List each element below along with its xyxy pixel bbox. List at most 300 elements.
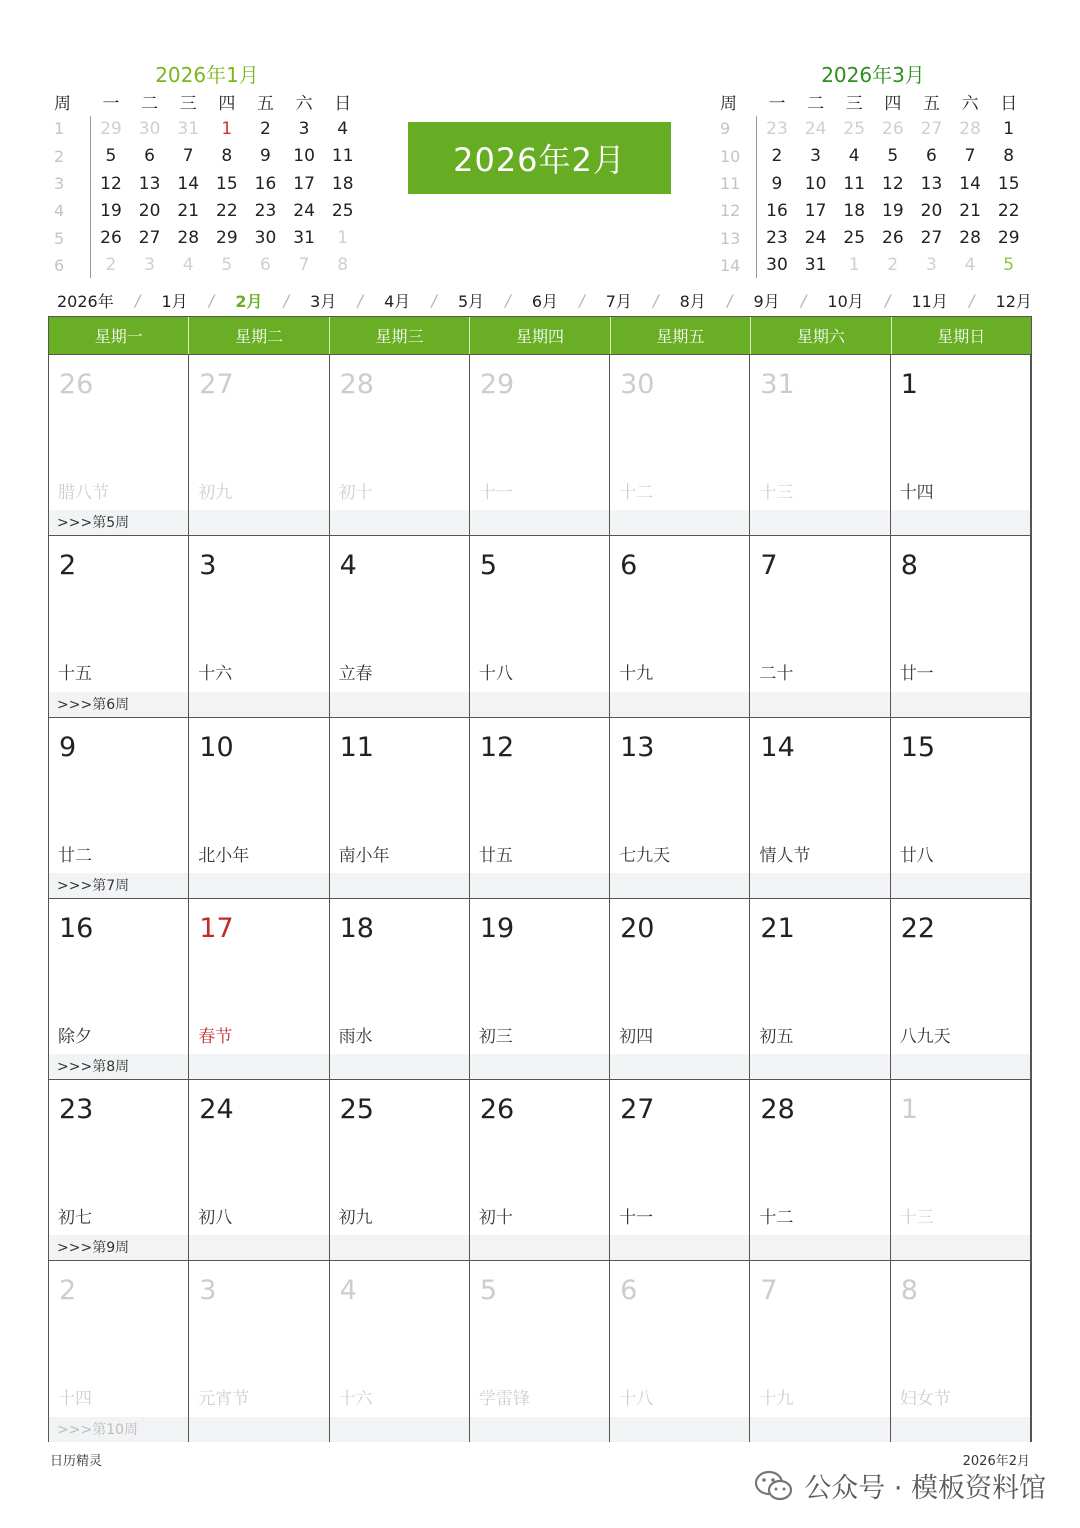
- mini-day: 30: [138, 118, 161, 139]
- mini-day: 20: [920, 200, 943, 221]
- lunar-date: 初三: [478, 1026, 513, 1047]
- weekday-header: [49, 317, 1031, 354]
- month-link-4[interactable]: 4月: [384, 291, 411, 311]
- day-number: 14: [760, 731, 795, 763]
- weekday-header-cell: 星期二: [189, 317, 329, 354]
- cell-footer-strip: [330, 692, 469, 717]
- mini-day: 24: [804, 228, 827, 249]
- mini-day: 15: [997, 173, 1020, 194]
- cell-footer-strip: [470, 873, 609, 898]
- lunar-date: 除夕: [58, 1026, 92, 1047]
- lunar-date: 初九: [198, 483, 233, 503]
- lunar-date: 初四: [619, 1026, 654, 1047]
- day-cell[interactable]: [891, 1080, 1031, 1260]
- day-cell[interactable]: [610, 1080, 750, 1260]
- day-cell[interactable]: [49, 1261, 189, 1441]
- mini-day: 2: [771, 146, 783, 167]
- day-cell[interactable]: [330, 355, 470, 535]
- mini-week-row: [52, 224, 362, 251]
- lunar-date: 十九: [619, 664, 654, 685]
- weekday-label: 三: [179, 94, 197, 115]
- nav-separator: /: [134, 290, 141, 310]
- mini-day: 27: [138, 228, 161, 249]
- week-number: 13: [720, 228, 741, 248]
- day-cell[interactable]: [49, 1080, 189, 1260]
- day-cell[interactable]: [189, 1261, 329, 1441]
- mini-day: 18: [331, 173, 354, 194]
- mini-day: 1: [848, 255, 860, 276]
- mini-day: 1: [1003, 118, 1015, 139]
- mini-day: 19: [100, 200, 122, 221]
- day-number: 10: [199, 731, 234, 763]
- mini-day: 6: [260, 255, 271, 276]
- lunar-date: 初九: [338, 1208, 373, 1229]
- mini-day: 5: [105, 146, 117, 167]
- mini-day: 6: [144, 146, 155, 167]
- lunar-date: 十八: [478, 664, 513, 685]
- cell-footer-strip: [750, 873, 889, 898]
- mini-day: 8: [337, 255, 349, 276]
- weekday-header-cell: 星期日: [937, 327, 986, 346]
- mini-day: 31: [293, 228, 315, 249]
- day-cell[interactable]: [330, 536, 470, 716]
- calendar-body: [49, 354, 1031, 1442]
- wechat-icon: [754, 1470, 794, 1502]
- day-number: 5: [479, 1275, 498, 1307]
- day-number: 5: [479, 550, 498, 582]
- weekday-label: 二: [141, 94, 159, 115]
- lunar-date: 十三: [899, 1208, 934, 1229]
- mini-day: 29: [997, 228, 1020, 249]
- day-cell[interactable]: [189, 536, 329, 716]
- mini-week-row: [52, 197, 362, 224]
- mini-day: 1: [221, 118, 233, 139]
- weekday-label: 一: [102, 94, 120, 115]
- mini-day: 12: [882, 173, 904, 194]
- mini-day: 14: [177, 173, 200, 194]
- cell-footer-strip: [470, 510, 609, 535]
- day-cell[interactable]: [330, 718, 470, 898]
- mini-day: 13: [920, 173, 943, 194]
- day-number: 21: [760, 912, 795, 944]
- day-number: 1: [900, 369, 918, 400]
- mini-day: 8: [1003, 146, 1015, 167]
- day-number: 19: [479, 912, 515, 944]
- month-link-2[interactable]: 2月: [235, 291, 263, 311]
- mini-day: 31: [177, 118, 200, 139]
- lunar-date: 十九: [759, 1389, 794, 1410]
- day-number: 26: [59, 369, 94, 400]
- mini-day: 6: [926, 146, 937, 167]
- month-link-9[interactable]: 9月: [753, 291, 780, 311]
- weekday-label: 六: [961, 94, 979, 115]
- day-number: 24: [199, 1094, 234, 1126]
- mini-day: 7: [298, 255, 310, 276]
- day-number: 22: [900, 912, 936, 944]
- mini-day: 4: [337, 118, 349, 139]
- mini-calendar-grid: [52, 88, 362, 279]
- divider: [90, 116, 91, 278]
- day-cell[interactable]: [189, 1080, 329, 1260]
- day-number: 18: [339, 912, 374, 944]
- cell-footer-strip: [610, 1054, 749, 1079]
- mini-weekday-row: [52, 88, 362, 115]
- week-number: 5: [54, 228, 65, 248]
- mini-week-row: [718, 224, 1028, 251]
- day-cell[interactable]: [189, 355, 329, 535]
- lunar-date: 初五: [759, 1026, 794, 1047]
- day-cell[interactable]: [610, 1261, 750, 1441]
- lunar-date: 春节: [198, 1026, 233, 1047]
- weekday-header-cell: 星期四: [470, 317, 610, 354]
- day-cell[interactable]: [49, 536, 189, 716]
- mini-week-row: [52, 170, 362, 197]
- day-number: 16: [59, 912, 94, 944]
- week-label: >>>第6周: [57, 696, 130, 713]
- month-link-12[interactable]: 12月: [995, 291, 1032, 311]
- mini-week-row: [718, 115, 1028, 142]
- lunar-date: 八九天: [899, 1026, 951, 1047]
- lunar-date: 雨水: [338, 1026, 373, 1047]
- lunar-date: 初十: [478, 1208, 513, 1229]
- mini-day: 26: [882, 118, 904, 139]
- cell-footer-strip: [891, 873, 1030, 898]
- mini-day: 11: [331, 146, 354, 167]
- mini-day: 22: [997, 200, 1020, 221]
- cell-footer-strip: [189, 873, 328, 898]
- lunar-date: 学雷锋: [478, 1389, 530, 1410]
- mini-day: 2: [260, 118, 271, 139]
- day-number: 6: [620, 550, 638, 582]
- day-cell[interactable]: [330, 899, 470, 1079]
- cell-footer-strip: [189, 1235, 328, 1260]
- mini-day: 26: [882, 228, 904, 249]
- week-label: >>>第7周: [57, 877, 130, 894]
- mini-day: 3: [926, 255, 937, 276]
- week-number-header: 周: [720, 94, 737, 115]
- mini-day: 3: [298, 118, 310, 139]
- week-number: 4: [54, 201, 65, 221]
- weekday-label: 五: [922, 94, 940, 115]
- mini-day: 30: [766, 255, 788, 276]
- cell-footer-strip: [189, 1417, 328, 1442]
- mini-day: 30: [254, 228, 277, 249]
- lunar-date: 十四: [58, 1389, 92, 1410]
- weekday-label: 二: [807, 94, 825, 115]
- mini-day: 21: [959, 200, 981, 221]
- mini-day: 28: [959, 118, 981, 139]
- week-number: 2: [54, 146, 65, 166]
- mini-day: 19: [882, 200, 904, 221]
- week-label: >>>第9周: [57, 1240, 130, 1257]
- mini-day: 9: [771, 173, 783, 194]
- nav-separator: /: [653, 290, 659, 310]
- day-cell[interactable]: [750, 536, 890, 716]
- mini-week-row: [52, 115, 362, 142]
- lunar-date: 十二: [619, 483, 654, 503]
- lunar-date: 十五: [58, 664, 92, 685]
- mini-calendar-title: 2026年1月: [155, 63, 259, 87]
- day-cell[interactable]: [49, 355, 189, 535]
- lunar-date: 初七: [58, 1208, 92, 1229]
- mini-day: 2: [105, 255, 117, 276]
- mini-day: 29: [100, 118, 122, 139]
- day-number: 8: [900, 550, 918, 582]
- divider: [756, 116, 757, 278]
- lunar-date: 立春: [338, 664, 373, 685]
- day-number: 28: [339, 369, 374, 400]
- mini-day: 22: [216, 200, 238, 221]
- weekday-label: 日: [1000, 94, 1018, 115]
- lunar-date: 腊八节: [58, 483, 109, 503]
- year-label: 2026年: [57, 291, 114, 311]
- nav-separator: /: [579, 290, 585, 310]
- day-number: 2: [59, 1275, 77, 1307]
- month-calendar: [48, 316, 1032, 1442]
- week-label: >>>第5周: [57, 515, 130, 532]
- lunar-date: 廿五: [478, 845, 513, 866]
- nav-separator: /: [208, 290, 215, 310]
- lunar-date: 情人节: [759, 845, 811, 866]
- mini-week-row: [718, 143, 1028, 170]
- day-number: 11: [339, 731, 374, 763]
- month-link-3[interactable]: 3月: [310, 291, 337, 311]
- weekday-label: 六: [295, 94, 313, 115]
- day-cell[interactable]: [891, 899, 1031, 1079]
- footer-month: 2026年2月: [962, 1454, 1030, 1469]
- month-title: 2026年2月: [408, 122, 671, 194]
- week-number: 10: [720, 146, 741, 166]
- day-cell[interactable]: [891, 536, 1031, 716]
- mini-day: 18: [843, 200, 866, 221]
- cell-footer-strip: [610, 873, 749, 898]
- mini-day: 5: [1003, 255, 1015, 276]
- mini-day: 21: [177, 200, 200, 221]
- cell-footer-strip: [891, 510, 1030, 535]
- mini-day: 31: [804, 255, 827, 276]
- cell-footer-strip: [750, 1417, 889, 1442]
- day-cell[interactable]: [750, 355, 890, 535]
- mini-day: 17: [293, 173, 315, 194]
- nav-separator: /: [800, 290, 807, 310]
- watermark: [754, 1466, 1046, 1505]
- day-cell[interactable]: [891, 355, 1031, 535]
- mini-day: 5: [887, 146, 899, 167]
- mini-week-row: [52, 252, 362, 279]
- mini-day: 24: [293, 200, 315, 221]
- cell-footer-strip: [189, 1054, 328, 1079]
- mini-day: 1: [337, 228, 349, 249]
- day-cell[interactable]: [470, 899, 610, 1079]
- cell-footer-strip: [330, 1054, 469, 1079]
- mini-day: 4: [182, 255, 194, 276]
- month-link-6[interactable]: 6月: [531, 291, 559, 311]
- day-cell[interactable]: [750, 1261, 890, 1441]
- cell-footer-strip: [891, 692, 1030, 717]
- mini-day: 4: [964, 255, 976, 276]
- month-link-10[interactable]: 10月: [827, 291, 864, 311]
- cell-footer-strip: [610, 692, 749, 717]
- week-label: >>>第10周: [57, 1421, 139, 1438]
- week-number: 9: [720, 119, 731, 139]
- week-row: [49, 354, 1031, 535]
- weekday-label: 四: [884, 94, 902, 115]
- day-cell[interactable]: [49, 899, 189, 1079]
- cell-footer-strip: [470, 1235, 609, 1260]
- day-number: 29: [479, 369, 515, 400]
- lunar-date: 二十: [759, 664, 794, 685]
- day-cell[interactable]: [750, 899, 890, 1079]
- footer-brand: 日历精灵: [50, 1454, 103, 1469]
- lunar-date: 七九天: [619, 845, 671, 866]
- week-number-header: 周: [54, 94, 71, 115]
- day-number: 3: [199, 550, 217, 582]
- mini-day: 5: [221, 255, 233, 276]
- day-cell[interactable]: [470, 1080, 610, 1260]
- mini-day: 16: [254, 173, 277, 194]
- month-navigation: [48, 286, 1032, 314]
- lunar-date: 十一: [619, 1208, 654, 1229]
- cell-footer-strip: [330, 510, 469, 535]
- lunar-date: 十六: [198, 664, 233, 685]
- nav-separator: /: [283, 290, 290, 310]
- day-number: 27: [620, 1094, 655, 1126]
- mini-day: 9: [260, 146, 271, 167]
- mini-week-row: [718, 170, 1028, 197]
- lunar-date: 元宵节: [198, 1389, 250, 1410]
- day-cell[interactable]: [610, 355, 750, 535]
- lunar-date: 北小年: [198, 845, 250, 866]
- day-number: 30: [620, 369, 655, 400]
- lunar-date: 初十: [338, 483, 373, 503]
- day-number: 13: [620, 731, 655, 763]
- day-number: 7: [760, 550, 778, 582]
- mini-day: 3: [810, 146, 821, 167]
- month-link-8[interactable]: 8月: [679, 291, 706, 311]
- mini-day: 10: [293, 146, 315, 167]
- nav-separator: /: [884, 290, 891, 310]
- day-cell[interactable]: [330, 1261, 470, 1441]
- mini-day: 20: [138, 200, 161, 221]
- weekday-header-cell: 星期五: [611, 317, 751, 354]
- day-cell[interactable]: [891, 1261, 1031, 1441]
- mini-day: 15: [216, 173, 238, 194]
- lunar-date: 十三: [759, 483, 794, 503]
- day-number: 7: [760, 1275, 778, 1307]
- mini-calendar-title: 2026年3月: [821, 63, 925, 87]
- cell-footer-strip: [891, 1054, 1030, 1079]
- lunar-date: 廿八: [899, 845, 934, 866]
- cell-footer-strip: [189, 510, 328, 535]
- mini-week-row: [718, 197, 1028, 224]
- day-cell[interactable]: [750, 718, 890, 898]
- day-cell[interactable]: [189, 718, 329, 898]
- cell-footer-strip: [330, 873, 469, 898]
- week-number: 3: [54, 174, 65, 194]
- lunar-date: 妇女节: [899, 1389, 951, 1410]
- lunar-date: 十四: [899, 483, 934, 503]
- cell-footer-strip: [470, 1417, 609, 1442]
- day-cell[interactable]: [610, 899, 750, 1079]
- day-cell[interactable]: [189, 899, 329, 1079]
- day-number: 3: [199, 1275, 217, 1307]
- day-cell[interactable]: [750, 1080, 890, 1260]
- mini-day: 2: [887, 255, 899, 276]
- month-link-7[interactable]: 7月: [605, 291, 632, 311]
- cell-footer-strip: [189, 692, 328, 717]
- week-number: 6: [54, 255, 65, 275]
- day-number: 9: [59, 731, 77, 763]
- mini-day: 3: [144, 255, 155, 276]
- day-number: 23: [59, 1094, 94, 1126]
- month-link-1[interactable]: 1月: [161, 291, 188, 311]
- day-number: 6: [620, 1275, 638, 1307]
- mini-day: 28: [959, 228, 981, 249]
- mini-week-row: [52, 143, 362, 170]
- month-link-11[interactable]: 11月: [911, 291, 948, 311]
- week-number: 11: [720, 174, 741, 194]
- week-row: [49, 1079, 1031, 1260]
- weekday-label: 五: [256, 94, 274, 115]
- mini-day: 17: [804, 200, 827, 221]
- cell-footer-strip: [750, 1235, 889, 1260]
- mini-calendar-grid: [718, 88, 1028, 279]
- day-cell[interactable]: [470, 536, 610, 716]
- day-number: 31: [760, 369, 795, 400]
- mini-day: 7: [182, 146, 194, 167]
- mini-day: 13: [138, 173, 161, 194]
- day-cell[interactable]: [470, 718, 610, 898]
- week-number: 12: [720, 201, 741, 221]
- mini-day: 14: [959, 173, 981, 194]
- mini-day: 27: [920, 228, 943, 249]
- mini-day: 25: [843, 228, 866, 249]
- day-cell[interactable]: [610, 718, 750, 898]
- weekday-header-cell: 星期六: [751, 317, 891, 354]
- mini-day: 26: [100, 228, 122, 249]
- month-link-5[interactable]: 5月: [457, 291, 485, 311]
- mini-day: 27: [920, 118, 943, 139]
- lunar-date: 初八: [198, 1208, 233, 1229]
- mini-week-row: [718, 252, 1028, 279]
- day-number: 15: [900, 731, 936, 763]
- weekday-header-cell: 星期一: [49, 317, 189, 354]
- week-row: [49, 1260, 1031, 1441]
- weekday-header-cell: 星期三: [330, 317, 470, 354]
- day-cell[interactable]: [470, 355, 610, 535]
- nav-separator: /: [431, 290, 437, 310]
- watermark-text: 公众号 · 模板资料馆: [804, 1473, 1046, 1504]
- day-cell[interactable]: [610, 536, 750, 716]
- mini-day: 24: [804, 118, 827, 139]
- day-cell[interactable]: [330, 1080, 470, 1260]
- day-cell[interactable]: [470, 1261, 610, 1441]
- day-number: 4: [339, 1275, 357, 1307]
- week-row: [49, 717, 1031, 898]
- week-row: [49, 898, 1031, 1079]
- mini-day: 10: [804, 173, 827, 194]
- day-cell[interactable]: [891, 718, 1031, 898]
- day-number: 2: [59, 550, 77, 582]
- mini-day: 8: [221, 146, 233, 167]
- nav-separator: /: [969, 290, 975, 310]
- weekday-label: 三: [845, 94, 863, 115]
- day-cell[interactable]: [49, 718, 189, 898]
- day-number: 27: [199, 369, 234, 400]
- mini-day: 7: [964, 146, 976, 167]
- mini-day: 16: [766, 200, 788, 221]
- cell-footer-strip: [750, 510, 889, 535]
